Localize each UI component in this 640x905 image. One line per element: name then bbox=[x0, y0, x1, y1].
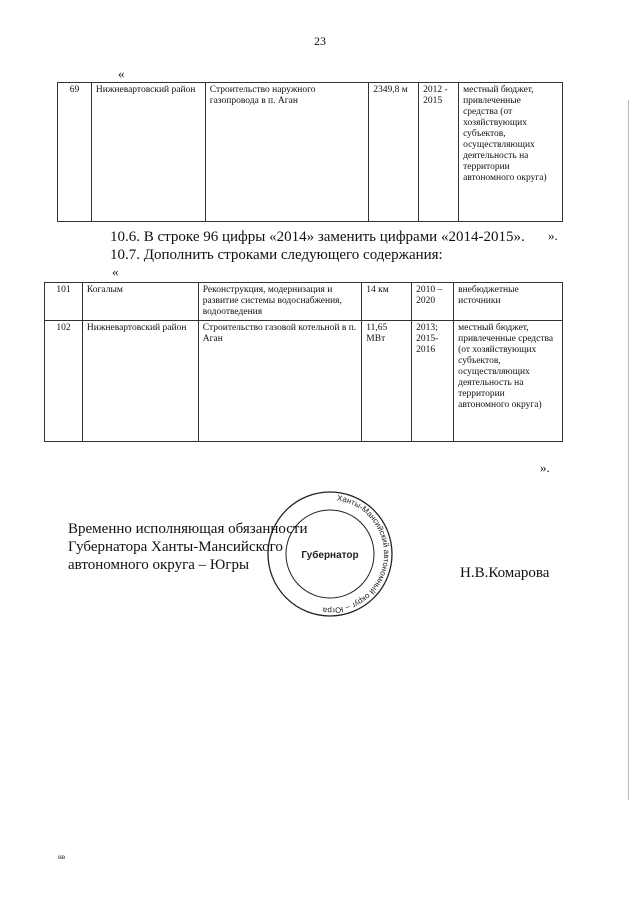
close-quote-2: ». bbox=[540, 460, 550, 475]
table-cell: Нижневартовский район bbox=[91, 83, 205, 222]
table-cell: 11,65 МВт bbox=[362, 321, 412, 442]
table-cell: 2013; 2015-2016 bbox=[412, 321, 454, 442]
table-cell: Строительство наружного газопровода в п. Аган bbox=[205, 83, 369, 222]
table-cell: 102 bbox=[45, 321, 83, 442]
table-cell: 2012 - 2015 bbox=[419, 83, 459, 222]
table-cell: 14 км bbox=[362, 283, 412, 321]
table-row bbox=[45, 283, 563, 321]
table-1 bbox=[57, 82, 563, 222]
table-cell: Реконструкция, модернизация и развитие системы водоснабжения, водоотведения bbox=[198, 283, 362, 321]
signature-title-line-1: Временно исполняющая обязанности bbox=[68, 521, 308, 537]
close-quote-1: ». bbox=[548, 228, 558, 243]
table-cell: Строительство газовой котельной в п. Аган bbox=[198, 321, 362, 442]
table-cell: местный бюджет, привлеченные средства (от хозяйствующих субъектов, осуществляющих деятельность на территории автономного округа) bbox=[459, 83, 563, 222]
table-2 bbox=[44, 282, 563, 442]
table-cell: 2010 – 2020 bbox=[412, 283, 454, 321]
table-row bbox=[58, 83, 563, 222]
footer-mark: нв bbox=[58, 853, 66, 861]
table-row bbox=[45, 321, 563, 442]
signature-title-line-2: Губернатора Ханты-Мансийского bbox=[68, 539, 283, 555]
scan-edge-line bbox=[628, 100, 629, 800]
instruction-2: 10.7. Дополнить строками следующего содержания: bbox=[110, 247, 443, 263]
signatory-name: Н.В.Комарова bbox=[460, 565, 550, 581]
signature-title-line-3: автономного округа – Югры bbox=[68, 557, 250, 573]
page-number: 23 bbox=[314, 34, 326, 48]
table-cell: Нижневартовский район bbox=[82, 321, 198, 442]
instruction-1: 10.6. В строке 96 цифры «2014» заменить цифрами «2014-2015». bbox=[110, 229, 525, 245]
table-cell: внебюджетные источники bbox=[454, 283, 563, 321]
seal-center-text: Губернатор bbox=[301, 550, 359, 561]
table-cell: 2349,8 м bbox=[369, 83, 419, 222]
table-cell: 69 bbox=[58, 83, 92, 222]
open-quote-2: « bbox=[112, 264, 119, 279]
open-quote-1: « bbox=[118, 66, 125, 81]
table-cell: 101 bbox=[45, 283, 83, 321]
table-cell: местный бюджет, привлеченные средства (от хозяйствующих субъектов, осуществляющих деятельность на территории автономного округа) bbox=[454, 321, 563, 442]
table-cell: Когалым bbox=[82, 283, 198, 321]
seal-ring-text: Ханты-Мансийский автономный округ – Югра bbox=[322, 493, 391, 616]
